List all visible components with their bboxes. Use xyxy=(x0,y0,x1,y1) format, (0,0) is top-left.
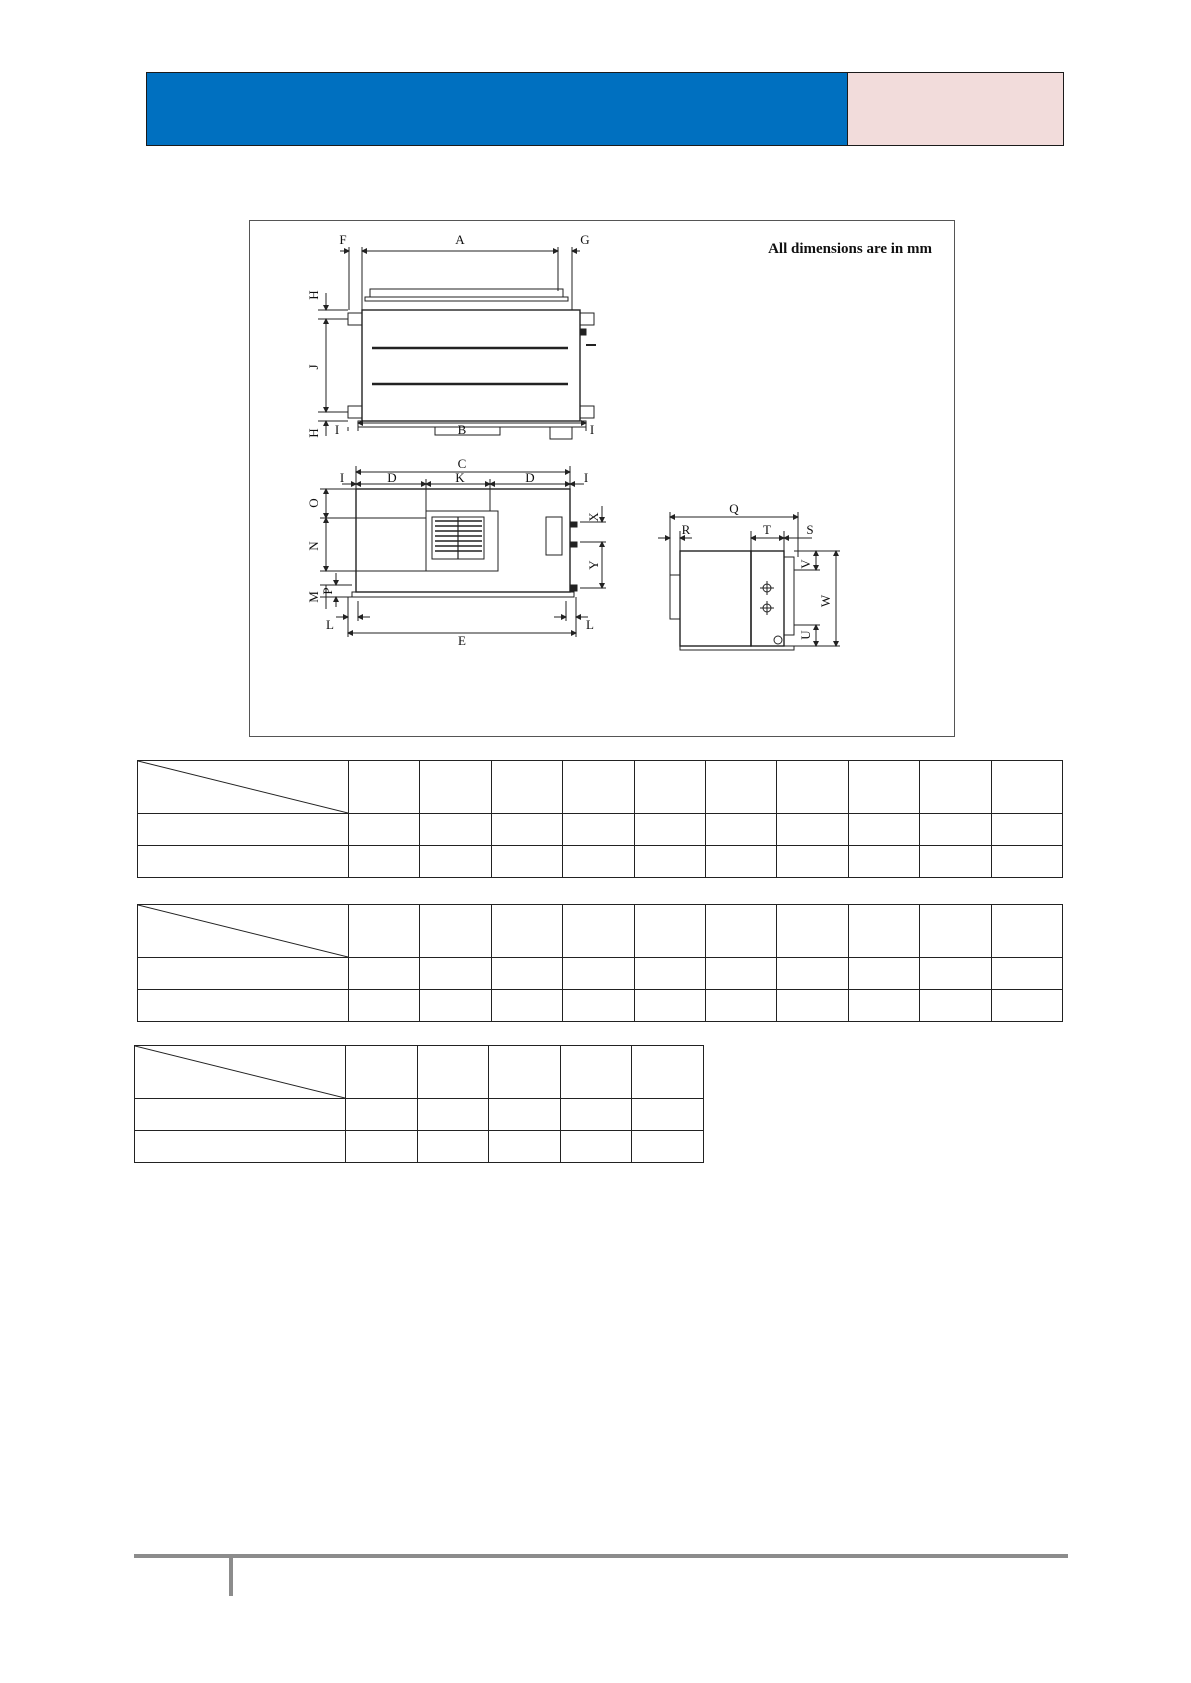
front-view xyxy=(320,466,606,637)
label-L-left: L xyxy=(326,617,334,632)
table-cell xyxy=(417,1131,489,1163)
label-Y: Y xyxy=(586,560,601,570)
table-cell xyxy=(420,958,491,990)
table-cell xyxy=(848,958,919,990)
dimension-table-1 xyxy=(137,760,1063,878)
table-cell xyxy=(349,958,420,990)
table-cell xyxy=(491,846,562,878)
label-B: B xyxy=(457,422,467,437)
label-E: E xyxy=(458,633,466,648)
label-G: G xyxy=(580,232,590,247)
header-cell xyxy=(563,761,634,814)
header-cell xyxy=(991,761,1062,814)
table-row xyxy=(138,814,1063,846)
label-Q: Q xyxy=(729,501,739,516)
table-cell xyxy=(417,1099,489,1131)
header-cell xyxy=(346,1046,418,1099)
diagonal-line xyxy=(138,905,348,957)
label-K: K xyxy=(455,470,465,485)
table-cell xyxy=(349,846,420,878)
diagonal-header-cell xyxy=(135,1046,346,1099)
table-cell xyxy=(920,814,991,846)
unit-drawing-svg xyxy=(250,221,956,738)
dimensions-note: All dimensions are in mm xyxy=(768,241,932,257)
table-cell xyxy=(705,990,776,1022)
header-cell xyxy=(848,761,919,814)
row-label-cell xyxy=(138,846,349,878)
table-cell xyxy=(346,1099,418,1131)
header-cell xyxy=(491,905,562,958)
table-cell xyxy=(705,846,776,878)
table-cell xyxy=(634,846,705,878)
label-V: V xyxy=(798,559,813,569)
label-N: N xyxy=(306,541,321,551)
label-F: F xyxy=(339,232,347,247)
table-cell xyxy=(991,990,1062,1022)
table-cell xyxy=(777,814,848,846)
header-cell xyxy=(634,761,705,814)
footer-page-separator xyxy=(229,1558,233,1596)
header-cell xyxy=(991,905,1062,958)
header-cell xyxy=(420,761,491,814)
table-cell xyxy=(563,990,634,1022)
label-P: P xyxy=(320,587,335,595)
header-title-band xyxy=(147,73,847,145)
row-label-cell xyxy=(138,958,349,990)
label-S: S xyxy=(806,522,814,537)
table-cell xyxy=(560,1099,632,1131)
table-cell xyxy=(560,1131,632,1163)
label-U: U xyxy=(798,630,813,640)
label-D-right: D xyxy=(525,470,535,485)
header-cell xyxy=(705,905,776,958)
table-cell xyxy=(848,990,919,1022)
label-D-left: D xyxy=(387,470,397,485)
table-cell xyxy=(920,990,991,1022)
label-L-right: L xyxy=(586,617,594,632)
dimension-table-3 xyxy=(134,1045,704,1163)
table-cell xyxy=(491,990,562,1022)
dimension-drawing xyxy=(249,220,955,737)
label-R: R xyxy=(681,522,691,537)
table-cell xyxy=(420,814,491,846)
header-cell xyxy=(848,905,919,958)
label-H-top: H xyxy=(306,290,321,300)
table-cell xyxy=(777,990,848,1022)
table-cell xyxy=(420,846,491,878)
header-cell xyxy=(417,1046,489,1099)
table-row xyxy=(138,958,1063,990)
footer-rule xyxy=(134,1554,1068,1558)
table-row xyxy=(138,846,1063,878)
header-cell xyxy=(777,905,848,958)
diagonal-line xyxy=(135,1046,345,1098)
table-cell xyxy=(705,958,776,990)
table-cell xyxy=(349,990,420,1022)
top-view xyxy=(318,247,596,439)
header-cell xyxy=(777,761,848,814)
row-label-cell xyxy=(135,1131,346,1163)
table-cell xyxy=(634,958,705,990)
table-cell xyxy=(349,814,420,846)
header-cell xyxy=(920,761,991,814)
header-cell xyxy=(420,905,491,958)
table-cell xyxy=(634,814,705,846)
label-C: C xyxy=(457,456,467,471)
header-cell xyxy=(920,905,991,958)
table-cell xyxy=(991,846,1062,878)
row-label-cell xyxy=(135,1099,346,1131)
label-I-left-top: I xyxy=(334,422,340,437)
dimension-table-2 xyxy=(137,904,1063,1022)
table-cell xyxy=(632,1131,704,1163)
label-I-right-top: I xyxy=(589,422,595,437)
header-cell xyxy=(349,905,420,958)
table-header-row xyxy=(135,1046,704,1099)
label-O: O xyxy=(306,498,321,508)
table-cell xyxy=(920,846,991,878)
header-cell xyxy=(632,1046,704,1099)
row-label-cell xyxy=(138,990,349,1022)
label-I-left-front: I xyxy=(339,470,345,485)
table-row xyxy=(135,1131,704,1163)
table-row xyxy=(138,990,1063,1022)
header-cell xyxy=(491,761,562,814)
table-cell xyxy=(346,1131,418,1163)
label-X: X xyxy=(586,512,601,522)
table-cell xyxy=(991,958,1062,990)
header-tab-band xyxy=(847,73,1063,145)
table-cell xyxy=(705,814,776,846)
table-header-row xyxy=(138,761,1063,814)
header-cell xyxy=(560,1046,632,1099)
row-label-cell xyxy=(138,814,349,846)
table-cell xyxy=(634,990,705,1022)
label-A: A xyxy=(455,232,465,247)
table-cell xyxy=(777,846,848,878)
table-cell xyxy=(491,958,562,990)
table-cell xyxy=(563,814,634,846)
table-cell xyxy=(489,1099,561,1131)
label-H-bottom: H xyxy=(306,428,321,438)
table-cell xyxy=(991,814,1062,846)
header-cell xyxy=(349,761,420,814)
table-cell xyxy=(920,958,991,990)
table-cell xyxy=(563,846,634,878)
table-cell xyxy=(848,814,919,846)
header-cell xyxy=(563,905,634,958)
page-header xyxy=(146,72,1064,146)
table-header-row xyxy=(138,905,1063,958)
diagonal-header-cell xyxy=(138,761,349,814)
diagonal-line xyxy=(138,761,348,813)
header-cell xyxy=(705,761,776,814)
table-cell xyxy=(777,958,848,990)
label-W: W xyxy=(818,594,833,608)
table-row xyxy=(135,1099,704,1131)
label-T: T xyxy=(763,522,771,537)
table-cell xyxy=(489,1131,561,1163)
table-cell xyxy=(563,958,634,990)
diagonal-header-cell xyxy=(138,905,349,958)
label-M: M xyxy=(306,591,321,603)
label-J: J xyxy=(306,364,321,370)
table-cell xyxy=(848,846,919,878)
table-cell xyxy=(491,814,562,846)
table-cell xyxy=(420,990,491,1022)
label-I-right-front: I xyxy=(583,470,589,485)
table-cell xyxy=(632,1099,704,1131)
header-cell xyxy=(489,1046,561,1099)
header-cell xyxy=(634,905,705,958)
